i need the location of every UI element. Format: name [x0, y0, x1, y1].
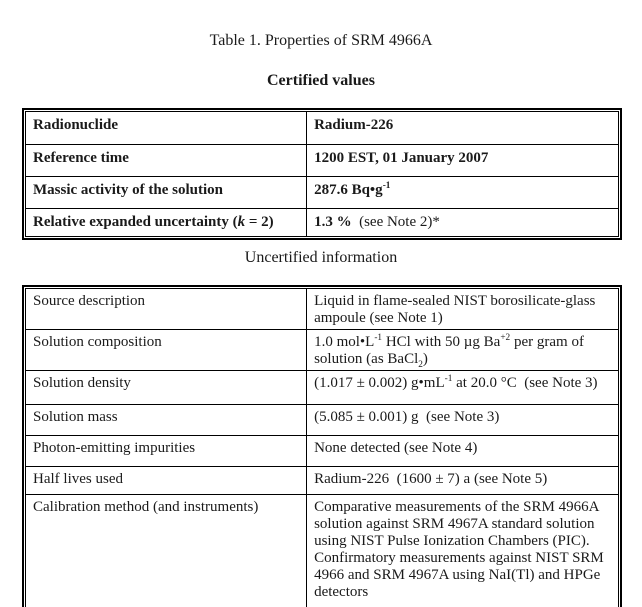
certified-values-grid	[25, 111, 619, 237]
property-value: None detected (see Note 4)	[307, 436, 619, 467]
property-value: (5.085 ± 0.001) g (see Note 3)	[307, 405, 619, 436]
property-value: Radium-226	[307, 112, 619, 145]
property-label: Relative expanded uncertainty (k = 2)	[26, 209, 307, 237]
property-label: Half lives used	[26, 467, 307, 495]
table-row	[26, 112, 619, 145]
property-label: Solution density	[26, 371, 307, 405]
table-row	[26, 289, 619, 330]
table-row	[26, 177, 619, 209]
property-label: Photon-emitting impurities	[26, 436, 307, 467]
property-label: Massic activity of the solution	[26, 177, 307, 209]
property-value: Liquid in flame-sealed NIST borosilicate-glass ampoule (see Note 1)	[307, 289, 619, 330]
certified-values-heading: Certified values	[267, 72, 375, 89]
uncertified-information-table	[22, 285, 622, 607]
table-row	[26, 371, 619, 405]
property-value: (1.017 ± 0.002) $g•mL^{-1}$ at 20.0 °C (see Note 3)	[307, 371, 619, 405]
table-row	[26, 405, 619, 436]
property-label: Radionuclide	[26, 112, 307, 145]
property-value: 1.3 % (see Note 2)*	[307, 209, 619, 237]
property-label: Solution composition	[26, 330, 307, 371]
uncertified-information-grid	[25, 288, 619, 607]
property-label: Source description	[26, 289, 307, 330]
table-row	[26, 209, 619, 237]
table-row	[26, 467, 619, 495]
certified-values-table	[22, 108, 622, 240]
table-row	[26, 495, 619, 607]
property-value: 1200 EST, 01 January 2007	[307, 145, 619, 177]
table-row	[26, 145, 619, 177]
property-value: 1.0 $mol•L^{-1}$ HCl with 50 µg $Ba^{+2}$ per gram of solution (as BaCl$_2$)	[307, 330, 619, 371]
table-title: Table 1. Properties of SRM 4966A	[209, 32, 433, 49]
property-value: Radium-226 (1600 ± 7) a (see Note 5)	[307, 467, 619, 495]
table-row	[26, 436, 619, 467]
property-label: Reference time	[26, 145, 307, 177]
property-value: 287.6 $Bq•g^{-1}$	[307, 177, 619, 209]
property-label: Solution mass	[26, 405, 307, 436]
uncertified-information-heading: Uncertified information	[244, 249, 398, 266]
table-row	[26, 330, 619, 371]
property-value: Comparative measurements of the SRM 4966A solution against SRM 4967A standard solution using NIST Pulse Ionization Chambers (PIC). Confirmatory measurements against NIST SRM 4966 and SRM 4967A using NaI(Tl) and HPGe detectors	[307, 495, 619, 607]
property-label: Calibration method (and instruments)	[26, 495, 307, 607]
